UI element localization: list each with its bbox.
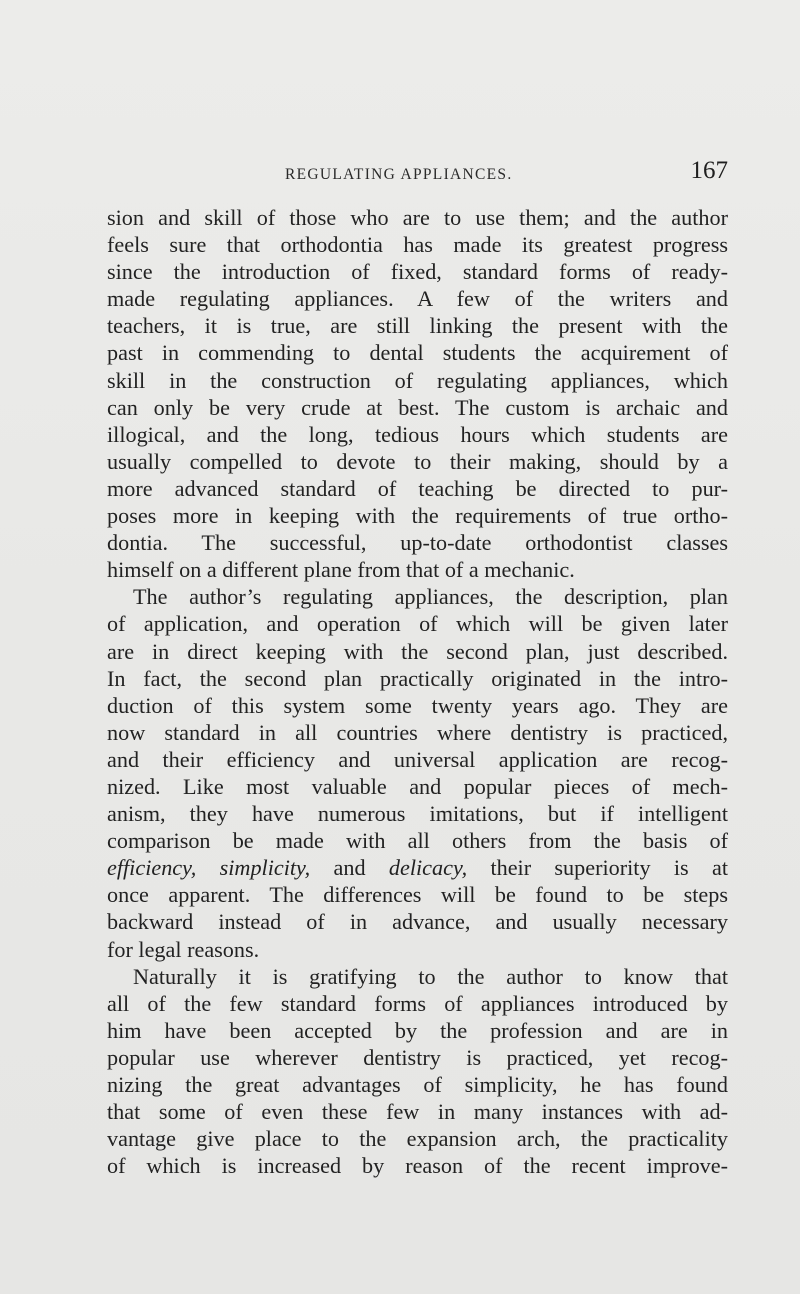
text-line: vantage give place to the expansion arch, the practicality [107,1126,728,1152]
italic-text: efficiency, simplicity, [107,855,311,881]
text-line: skill in the construction of regulating appliances, which [107,367,728,393]
page-header [107,157,728,193]
text-line: anism, they have numerous imitations, but if intelligent [107,801,728,827]
text-line: illogical, and the long, tedious hours which students are [107,421,728,447]
text-line: The author’s regulating appliances, the description, plan [133,584,728,610]
text-run: their superiority is at [467,855,728,881]
italic-text: delicacy, [388,855,468,881]
text-line: nizing the great advantages of simplicity, he has found [107,1072,728,1097]
text-line: more advanced standard of teaching be directed to pur- [107,475,728,501]
text-line: usually compelled to devote to their making, should by a [107,448,728,474]
text-line: once apparent. The differences will be found to be steps [107,882,728,908]
text-line: duction of this system some twenty years ago. They are [107,692,728,718]
text-line: dontia. The successful, up-to-date orthodontist classes [107,530,728,556]
text-line: and their efficiency and universal application are recog- [107,746,728,772]
text-line: backward instead of in advance, and usually necessary [107,909,728,935]
text-line: can only be very crude at best. The custom is archaic and [107,394,728,420]
text-line: poses more in keeping with the requirements of true ortho- [107,503,728,529]
text-line: now standard in all countries where dentistry is practiced, [107,719,728,745]
text-line: feels sure that orthodontia has made its greatest progress [107,232,728,258]
text-line: sion and skill of those who are to use them; and the author [107,205,728,230]
text-line: teachers, it is true, are still linking the present with the [107,313,728,339]
text-line: Naturally it is gratifying to the author to know that [133,963,728,989]
text-line: In fact, the second plan practically originated in the intro- [107,665,728,691]
text-line [107,854,728,881]
page-number: 167 [690,157,728,184]
text-line: himself on a different plane from that of a mechanic. [107,557,575,583]
text-line: comparison be made with all others from the basis of [107,828,728,854]
text-line: that some of even these few in many instances with ad- [107,1099,728,1125]
text-line: all of the few standard forms of appliances introduced by [107,990,728,1016]
text-line: nized. Like most valuable and popular pieces of mech- [107,773,728,799]
text-line: of application, and operation of which will be given later [107,611,728,637]
text-line: past in commending to dental students the acquirement of [107,340,728,366]
text-line: since the introduction of fixed, standard forms of ready- [107,259,728,285]
text-run: and [310,855,389,881]
text-line: popular use wherever dentistry is practiced, yet recog- [107,1044,728,1070]
text-line: of which is increased by reason of the recent improve- [107,1153,728,1179]
body-text [107,204,728,1179]
text-line: are in direct keeping with the second plan, just described. [107,638,728,664]
running-title: REGULATING APPLIANCES. [285,166,513,183]
text-line: for legal reasons. [107,936,260,962]
text-line: made regulating appliances. A few of the writers and [107,286,728,312]
text-line: him have been accepted by the profession and are in [107,1017,728,1043]
